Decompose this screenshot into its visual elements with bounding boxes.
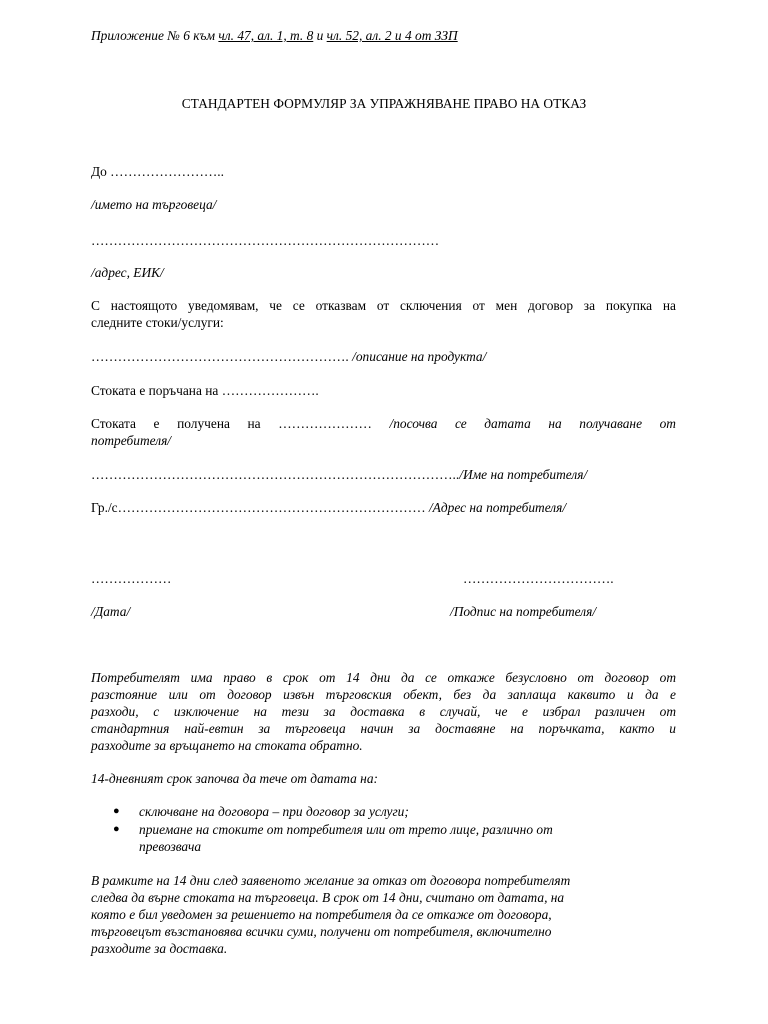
consumer-name-line: [91, 466, 587, 483]
consumer-address-line: [91, 499, 566, 516]
bullet-dot: ●: [113, 805, 120, 817]
annex-reference: [91, 27, 458, 44]
date-dots: ………………: [91, 571, 172, 586]
annex-prefix: Приложение № 6 към: [91, 28, 219, 43]
info-p3-line-2: следва да върне стоката на търговеца. В срок от 14 дни, считано от датата, на: [91, 890, 565, 905]
signature-dots: …………………………….: [463, 571, 614, 586]
product-line: [91, 348, 486, 365]
annex-conjunction: и: [313, 28, 327, 43]
info-p1-line-3: разходи, с изключение на тези за доставка в случай, че е избрал различен от: [91, 704, 676, 719]
law-article-link-52[interactable]: чл. 52, ал. 2 и 4 от ЗЗП: [326, 28, 458, 43]
recipient-line: До ……………………..: [91, 164, 224, 179]
notice-line-1: С настоящото уведомявам, че се отказвам от сключения от мен договор за покупка на: [91, 298, 676, 313]
info-p1-line-2: разстояние или от договор извън търговския обект, без да заплаща каквито и да е: [91, 687, 676, 702]
trader-address-label: /адрес, ЕИК/: [91, 265, 164, 280]
product-dots: ………………………………………………….: [91, 349, 349, 364]
received-date-dots: …………………: [278, 416, 372, 431]
product-label: /описание на продукта/: [352, 349, 487, 364]
bullet-item-2-cont: превозвача: [139, 839, 202, 854]
info-p1-line-4: стандартния най-евтин за търговеца начин за доставяне на поръчката, както и: [91, 721, 676, 736]
info-p3-line-3: която е бил уведомен за решението на потребителя да се откаже от договора,: [91, 907, 552, 922]
term-start-text: 14-дневният срок започва да тече от датата на:: [91, 771, 378, 786]
received-note: /посочва се датата на получаване от: [389, 416, 676, 431]
form-title: СТАНДАРТЕН ФОРМУЛЯР ЗА УПРАЖНЯВАНЕ ПРАВО НА ОТКАЗ: [181, 96, 587, 111]
info-p1-line-1: Потребителят има право в срок от 14 дни да се откаже безусловно от договор от: [91, 670, 676, 685]
law-article-link-47[interactable]: чл. 47, ал. 1, т. 8: [218, 28, 314, 43]
bullet-dot: ●: [113, 823, 120, 835]
info-p1-line-5: разходите за връщането на стоката обратно.: [91, 738, 363, 753]
received-line-2: потребителя/: [91, 433, 172, 448]
received-text: Стоката е получена на: [91, 416, 261, 431]
notice-line-2: следните стоки/услуги:: [91, 315, 224, 330]
city-prefix: Гр./с……………………………………………………………: [91, 500, 426, 515]
received-line-1: [91, 415, 676, 432]
info-p3-line-1: В рамките на 14 дни след заявеното желание за отказ от договора потребителят: [91, 873, 571, 888]
ordered-date-line: Стоката е поръчана на ………………….: [91, 383, 319, 398]
bullet-item-2: приемане на стоките от потребителя или от трето лице, различно от: [139, 822, 553, 837]
date-label: /Дата/: [91, 604, 131, 619]
signature-label: /Подпис на потребителя/: [450, 604, 597, 619]
trader-name-label: /името на търговеца/: [91, 197, 217, 212]
info-p3-line-5: разходите за доставка.: [91, 941, 228, 956]
info-p3-line-4: търговецът възстановява всички суми, получени от потребителя, включително: [91, 924, 552, 939]
trader-address-dots: ……………………………………………………………………: [91, 233, 440, 248]
consumer-name-label: /Име на потребителя/: [459, 467, 588, 482]
bullet-item-1: сключване на договора – при договор за услуги;: [139, 804, 409, 819]
consumer-address-label: /Адрес на потребителя/: [428, 500, 567, 515]
consumer-name-dots: ………………………………………………………………………..: [91, 467, 460, 482]
